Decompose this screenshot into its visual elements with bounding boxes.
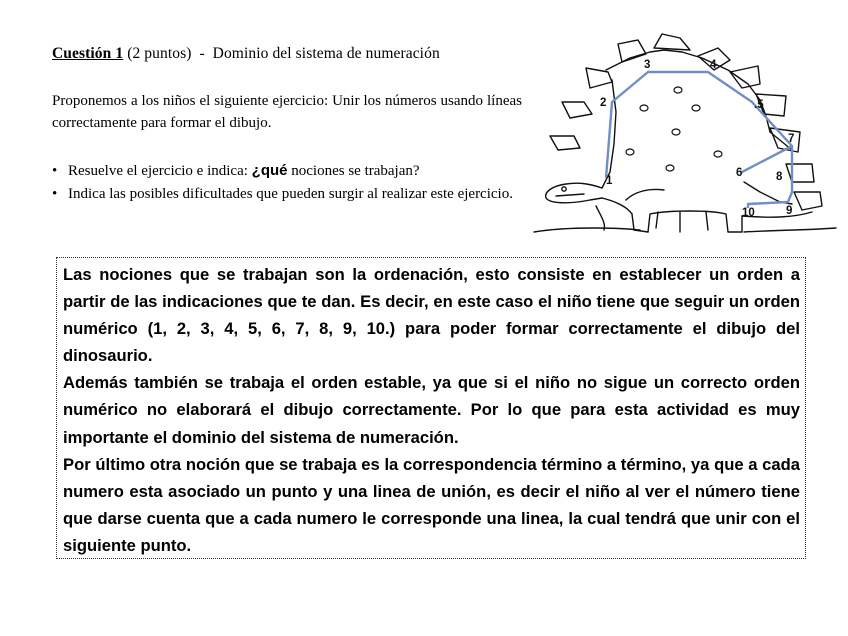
intro-paragraph: Proponemos a los niños el siguiente ejercicio: Unir los números usando líneas correctamente para formar el dibujo. (52, 93, 522, 131)
dinosaur-body-spots (626, 87, 722, 171)
dot-label-2: 2 (600, 97, 607, 109)
dot-label-5: .5 (754, 99, 764, 111)
question-separator: - (199, 45, 205, 62)
dot-label-6: 6 (736, 167, 743, 179)
answer-paragraph-3: Por último otra noción que se trabaja es la correspondencia término a término, ya que a cada numero esta asociado un punto y una linea de unión, es decir el niño al ver el número tiene que darse cuenta que a cada numero le corresponde una linea, la cual tendrá que unir con el siguiente punto. (63, 454, 800, 555)
task-list (52, 161, 524, 207)
dot-label-9: 9 (786, 205, 793, 217)
dinosaur-back-plates (550, 34, 822, 210)
task-1-emphasis: ¿qué (251, 162, 288, 179)
task-item-1 (52, 161, 524, 181)
dot-label-1: 1 (606, 175, 613, 187)
answer-box (56, 257, 806, 559)
answer-paragraph-1: Las nociones que se trabajan son la ordenación, esto consiste en establecer un orden a partir de las indicaciones que te dan. Es decir, en este caso el niño tiene que seguir un orden numérico (1, 2, 3, 4, 5, 6, 7, 8, 9, 10.) para poder formar correctamente el dibujo del dinosaurio. (63, 265, 800, 366)
task-1-suffix: nociones se trabajan? (287, 163, 420, 179)
dot-label-10: 10 (742, 207, 755, 219)
question-subject: Dominio del sistema de numeración (212, 45, 440, 62)
dot-label-8: 8 (776, 171, 783, 183)
task-1-prefix: Resuelve el ejercicio e indica: (68, 163, 252, 179)
question-points: (2 puntos) (127, 45, 192, 62)
dot-label-7: 7 (788, 133, 795, 145)
task-item-2 (52, 184, 524, 204)
question-header (52, 44, 532, 64)
dot-label-3: 3 (644, 59, 651, 71)
bullet-icon: • (52, 186, 58, 202)
bullet-icon: • (52, 163, 58, 179)
dinosaur-connect-dots-illustration (530, 32, 842, 242)
task-2-text: Indica las posibles dificultades que pueden surgir al realizar este ejercicio. (68, 186, 513, 202)
answer-paragraph-2: Además también se trabaja el orden estable, ya que si el niño no sigue un correcto orden numérico no elaborará el dibujo correctamente. Por lo que para esta actividad es muy importante el dominio del sistema de numeración. (63, 373, 800, 447)
question-title: Cuestión 1 (52, 45, 124, 62)
dot-label-4: 4 (710, 59, 717, 71)
connecting-line (606, 72, 795, 208)
